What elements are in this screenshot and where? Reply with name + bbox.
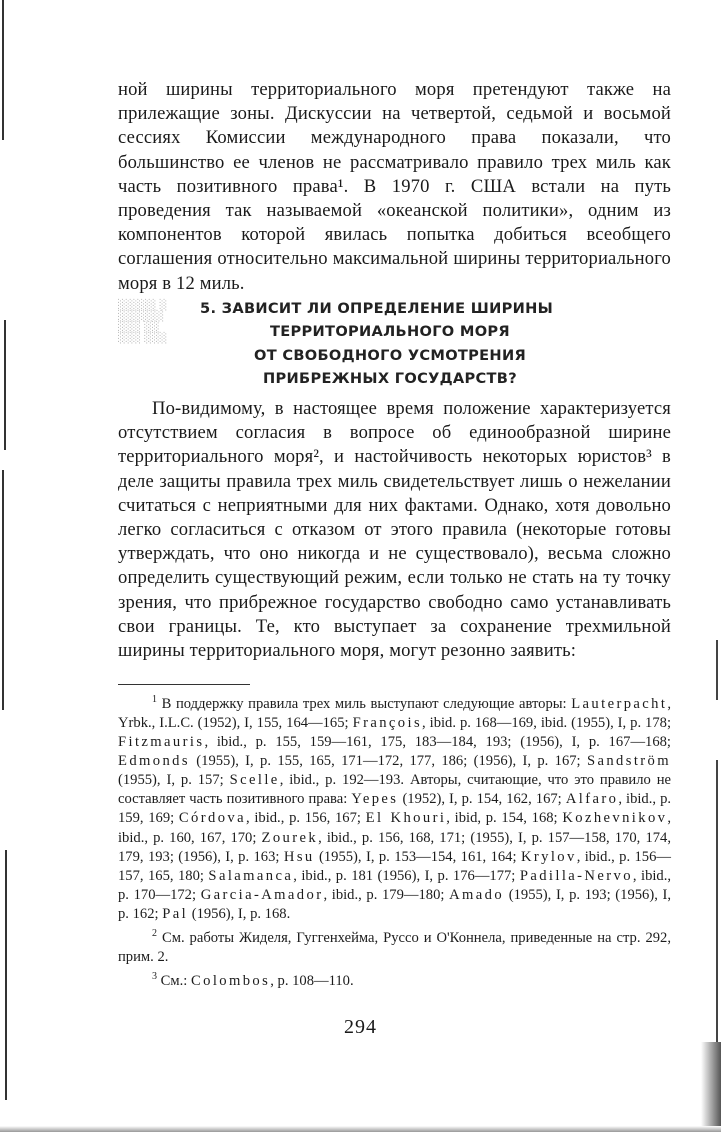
heading-line-2: ТЕРРИТОРИАЛЬНОГО МОРЯ [270,323,510,341]
author-name: Salamanca [208,867,294,884]
footnote-text: (1955), I, p. 153—154, 161, 164; [319,848,517,865]
footnote-text: (1955), I, p. 155, 165, 171—172, 177, 186; (1956), I, p. 167; [196,753,581,770]
author-name: El Khouri [365,810,447,827]
author-name: Córdova [178,810,246,827]
footnote-3-mark: 3 [152,971,157,983]
heading-line-4: ПРИБРЕЖНЫХ ГОСУДАРСТВ? [263,370,517,388]
author-name: Kozhevnikov [562,810,668,827]
author-name: Fitzmauris [118,734,205,751]
footnote-text: См. работы Жиделя, Гуггенхейма, Руссо и О'Коннела, приведенные на стр. 292, прим. 2. [118,929,671,965]
section-heading [190,297,590,391]
paragraph-1-text: ной ширины территориального моря претендуют также на прилежащие зоны. Дискуссии на четвертой, седьмой и восьмой сессиях Комиссии международного права показали, что большинство ее членов не рассматривало правило трех миль как часть позитивного права¹. В 1970 г. США встали на путь проведения так называемой «океанской политики», одним из компонентов которой явилась попытка добиться всеобщего соглашения относительно максимальной ширины территориального моря в 12 миль. [118,79,671,294]
author-name: Scelle [229,772,280,789]
footnote-text: , ibid., p. 160, 167, 170; [118,810,671,846]
footnote-text: , ibid., p. 156, 167; [245,810,361,827]
footnote-text: , p. 108—110. [270,972,354,989]
footnote-text: , ibid., p. 170—172; [118,867,672,903]
footnote-text: , ibid., p. 192—193. Авторы, считающие, что это правило не составляет часть позитивного права: [118,772,671,808]
footnote-text: , ibid., p. 181 (1956), I, p. 176—177; [293,867,516,884]
author-name: Zourek [261,829,319,846]
paragraph-2-text: По-видимому, в настоящее время положение характеризуется отсутствием согласия в вопросе об единообразной ширине территориального моря², и настойчивость некоторых юристов³ в деле защиты правила трех миль свидетельствует лишь о нежелании считаться с неприятными для них фактами. Однако, хотя довольно легко согласиться с отказом от этого правила (некоторые готовы утверждать, что оно никогда и не существовало), весьма сложно определить существующий режим, если только не стать на ту точку зрения, что прибрежное государство свободно само устанавливать свои границы. Те, кто выступает за сохранение трехмильной ширины территориального моря, могут резонно заявить: [118,398,671,662]
author-name: Krylov [520,848,577,865]
footnote-3 [118,967,671,991]
author-name: Garcia-Amador [200,886,324,903]
footnote-text: (1955), I, p. 193; (1956), I, p. 162; [118,886,672,922]
heading-line-1: 5. ЗАВИСИТ ЛИ ОПРЕДЕЛЕНИЕ ШИРИНЫ [200,300,554,317]
footnote-text: , ibid., p. 156—157, 165, 180; [118,848,671,884]
footnote-text: (1956), I, p. 168. [191,905,291,922]
page-number: 294 [344,1016,377,1038]
paragraph-top [118,78,671,296]
author-name: Padilla-Nervo [519,867,633,884]
scan-bottom-edge [0,1126,721,1132]
footnote-2-mark: 2 [152,927,157,939]
heading-line-3: ОТ СВОБОДНОГО УСМОТРЕНИЯ [254,346,526,364]
footnote-text: , ibid, p. 154, 168; [446,810,558,827]
footnote-text: , ibid., p. 179—180; [323,886,445,903]
scan-left-edge [0,0,10,1132]
scan-right-edge [713,0,721,1132]
footnotes [118,690,671,991]
footnote-text: (1952), I, p. 154, 162, 167; [402,791,562,808]
footnote-text: См.: [160,972,188,989]
author-name: Hsu [283,848,315,865]
footnote-2 [118,924,671,967]
author-name: Alfaro [565,791,619,808]
footnote-text: (1955), I, p. 157; [118,772,224,789]
footnote-1-mark: 1 [152,694,157,705]
author-name: Amado [449,886,505,903]
footnote-1 [118,690,671,924]
bleed-through-marks: ░░░░░ ░ ░░░░░░ ░░░ ░░ ░░░ ░░░ [118,300,168,344]
footnote-text: , ibid., p. 156, 168, 171; (1955), I, p. 157—158, 170, 174, 179, 193; (1956), I, p. 163; [118,829,671,865]
footnote-text: , ibid., p. 155, 159—161, 175, 183—184, 193; (1956), I, p. 167—168; [204,734,671,751]
author-name: Yepes [351,791,399,808]
author-name: Colombos [191,972,271,989]
author-name: Pal [162,905,189,922]
paragraph-main [118,397,671,663]
author-name: Sandström [586,753,671,770]
author-name: Edmonds [118,753,190,770]
footnote-text: , Yrbk., I.L.C. (1952), I, 155, 164—165; [118,695,671,731]
scan-corner-shadow [701,1042,721,1132]
author-name: Lauterpacht [571,695,668,712]
footnote-separator [118,684,250,685]
footnote-text: В поддержку правила трех миль выступают следующие авторы: [161,695,567,712]
footnote-text: , ibid., p. 159, 169; [118,791,672,827]
author-name: François [352,714,423,731]
footnote-text: , ibid. p. 168—169, ibid. (1955), I, p. 178; [422,714,671,731]
